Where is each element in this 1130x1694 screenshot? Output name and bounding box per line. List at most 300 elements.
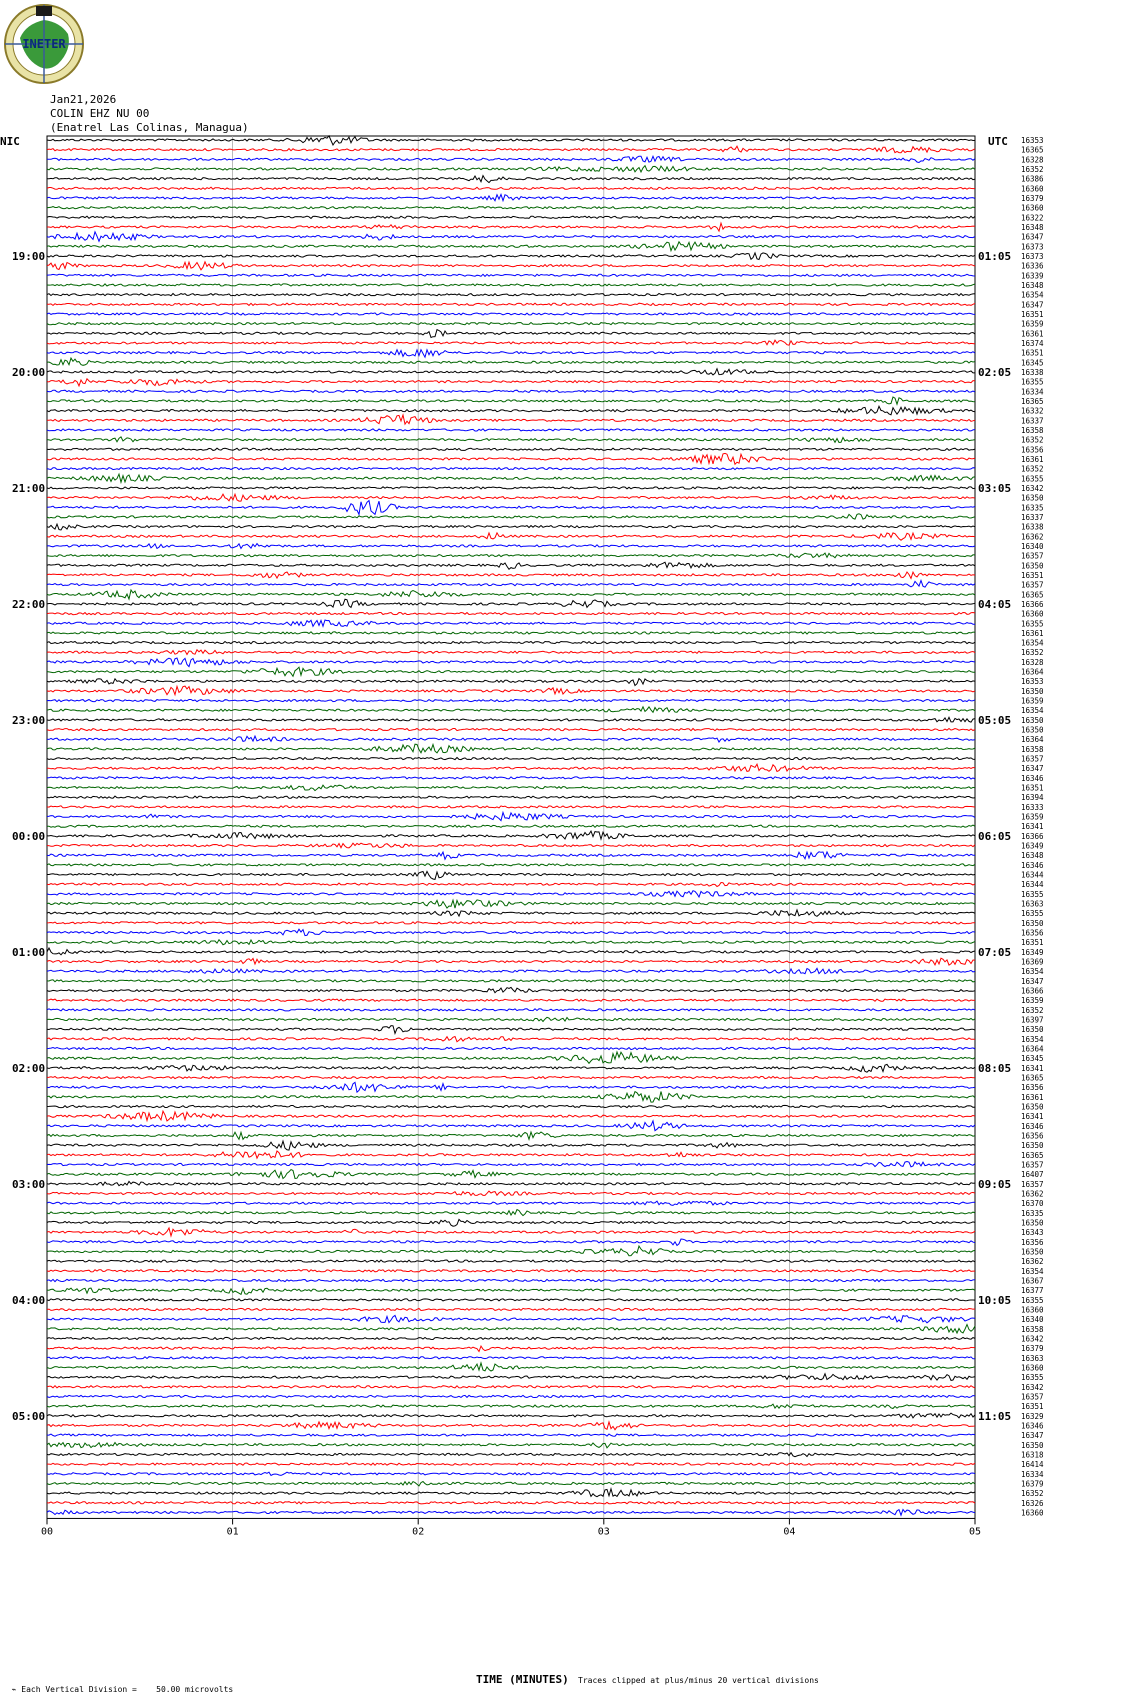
- footer-mark: ⌁: [11, 1685, 22, 1694]
- trace-offset-label: 16360: [1021, 1508, 1044, 1518]
- trace-line: [47, 1374, 975, 1381]
- x-tick-label: 00: [40, 1526, 54, 1538]
- header-location: (Enatrel Las Colinas, Managua): [50, 121, 249, 134]
- trace-line: [47, 1239, 975, 1246]
- trace-line: [47, 910, 975, 916]
- left-hour-label: 19:00: [12, 249, 46, 263]
- nic-label: NIC: [0, 135, 20, 148]
- trace-line: [47, 796, 975, 798]
- trace-offset-label: 16352: [1021, 164, 1044, 174]
- trace-offset-label: 16357: [1021, 1179, 1044, 1189]
- right-hour-label: 09:05: [978, 1177, 1012, 1191]
- trace-offset-label: 16335: [1021, 503, 1044, 513]
- trace-line: [47, 707, 975, 713]
- trace-offset-label: 16351: [1021, 570, 1044, 580]
- trace-offset-label: 16347: [1021, 300, 1044, 310]
- trace-offset-label: 16351: [1021, 938, 1044, 948]
- trace-offset-label: 16347: [1021, 232, 1044, 242]
- trace-offset-label: 16350: [1021, 918, 1044, 928]
- header-date: Jan21,2026: [50, 93, 117, 106]
- trace-line: [47, 883, 975, 887]
- trace-offset-label: 16341: [1021, 822, 1044, 832]
- trace-line: [47, 1170, 975, 1179]
- trace-line: [47, 764, 975, 771]
- trace-line: [47, 613, 975, 615]
- trace-offset-label: 16360: [1021, 1305, 1044, 1315]
- trace-offset-label: 16357: [1021, 580, 1044, 590]
- trace-offset-label: 16329: [1021, 1411, 1044, 1421]
- trace-offset-label: 16361: [1021, 329, 1044, 339]
- trace-offset-label: 16363: [1021, 1353, 1044, 1363]
- trace-offset-label: 16379: [1021, 1344, 1044, 1354]
- trace-line: [47, 729, 975, 731]
- trace-offset-label: 16355: [1021, 474, 1044, 484]
- right-hour-label: 04:05: [978, 597, 1012, 611]
- trace-line: [47, 1422, 975, 1430]
- trace-offset-label: 16397: [1021, 1015, 1044, 1025]
- trace-line: [47, 744, 975, 753]
- trace-offset-label: 16340: [1021, 541, 1044, 551]
- trace-offset-label: 16379: [1021, 193, 1044, 203]
- trace-offset-label: 16352: [1021, 464, 1044, 474]
- left-hour-label: 00:00: [12, 829, 46, 843]
- trace-line: [47, 232, 975, 242]
- trace-line: [47, 1132, 975, 1139]
- right-hour-label: 06:05: [978, 829, 1012, 843]
- trace-offset-label: 16342: [1021, 483, 1044, 493]
- trace-line: [47, 437, 975, 443]
- trace-offset-label: 16343: [1021, 1228, 1044, 1238]
- trace-line: [47, 358, 975, 365]
- trace-line: [47, 156, 975, 162]
- trace-line: [47, 294, 975, 296]
- trace-offset-label: 16359: [1021, 319, 1044, 329]
- trace-line: [47, 494, 975, 501]
- trace-offset-label: 16365: [1021, 590, 1044, 600]
- x-tick-label: 02: [412, 1526, 425, 1538]
- trace-offset-label: 16357: [1021, 551, 1044, 561]
- trace-line: [47, 806, 975, 808]
- trace-line: [47, 474, 975, 482]
- right-hour-label: 01:05: [978, 249, 1012, 263]
- trace-offset-label: 16350: [1021, 1247, 1044, 1257]
- trace-offset-label: 16369: [1021, 957, 1044, 967]
- trace-line: [47, 1017, 975, 1021]
- trace-line: [47, 642, 975, 644]
- trace-line: [47, 1357, 975, 1359]
- trace-offset-label: 16346: [1021, 773, 1044, 783]
- trace-offset-label: 16345: [1021, 358, 1044, 368]
- trace-line: [47, 599, 975, 607]
- trace-offset-label: 16335: [1021, 1208, 1044, 1218]
- trace-offset-label: 16346: [1021, 1121, 1044, 1131]
- trace-line: [47, 553, 975, 558]
- trace-offset-label: 16379: [1021, 1479, 1044, 1489]
- trace-offset-label: 16355: [1021, 619, 1044, 629]
- trace-offset-label: 16346: [1021, 860, 1044, 870]
- trace-line: [47, 453, 975, 464]
- trace-offset-label: 16350: [1021, 1102, 1044, 1112]
- trace-offset-label: 16351: [1021, 309, 1044, 319]
- trace-offset-label: 16356: [1021, 1083, 1044, 1093]
- trace-offset-label: 16348: [1021, 222, 1044, 232]
- trace-offset-label: 16333: [1021, 802, 1044, 812]
- x-tick-label: 03: [597, 1526, 610, 1538]
- right-hour-label: 10:05: [978, 1293, 1012, 1307]
- trace-line: [47, 1181, 975, 1185]
- trace-line: [47, 590, 975, 599]
- trace-line: [47, 223, 975, 231]
- trace-line: [47, 813, 975, 821]
- trace-line: [47, 1395, 975, 1397]
- trace-line: [47, 900, 975, 908]
- trace-line: [47, 274, 975, 276]
- left-hour-label: 21:00: [12, 481, 46, 495]
- trace-line: [47, 831, 975, 839]
- trace-line: [47, 843, 975, 848]
- trace-line: [47, 679, 975, 686]
- trace-offset-label: 16348: [1021, 280, 1044, 290]
- trace-offset-label: 16350: [1021, 686, 1044, 696]
- trace-line: [47, 929, 975, 935]
- trace-offset-label: 16366: [1021, 599, 1044, 609]
- trace-line: [47, 194, 975, 200]
- trace-line: [47, 533, 975, 540]
- trace-line: [47, 369, 975, 375]
- trace-line: [47, 1111, 975, 1121]
- trace-line: [47, 948, 975, 955]
- trace-line: [47, 736, 975, 742]
- trace-offset-label: 16349: [1021, 841, 1044, 851]
- trace-offset-label: 16347: [1021, 1431, 1044, 1441]
- trace-line: [47, 572, 975, 578]
- trace-offset-label: 16353: [1021, 136, 1044, 145]
- trace-line: [47, 468, 975, 470]
- trace-line: [47, 406, 975, 415]
- trace-line: [47, 501, 975, 515]
- trace-offset-label: 16358: [1021, 744, 1044, 754]
- trace-line: [47, 1260, 975, 1262]
- trace-line: [47, 544, 975, 549]
- trace-line: [47, 176, 975, 183]
- footer-scale: [2, 1676, 233, 1694]
- trace-offset-label: 16350: [1021, 1141, 1044, 1151]
- trace-line: [47, 284, 975, 286]
- footer-right: Traces clipped at plus/minus 20 vertical divisions: [578, 1676, 819, 1685]
- left-hour-label: 04:00: [12, 1293, 46, 1307]
- trace-line: [47, 852, 975, 859]
- trace-offset-label: 16370: [1021, 1199, 1044, 1209]
- trace-offset-label: 16351: [1021, 783, 1044, 793]
- trace-offset-label: 16365: [1021, 396, 1044, 406]
- trace-offset-label: 16377: [1021, 1286, 1044, 1296]
- trace-offset-label: 16364: [1021, 1044, 1044, 1054]
- trace-line: [47, 1162, 975, 1167]
- trace-line: [47, 207, 975, 209]
- trace-offset-label: 16366: [1021, 831, 1044, 841]
- trace-offset-label: 16350: [1021, 561, 1044, 571]
- trace-line: [47, 987, 975, 992]
- trace-offset-label: 16352: [1021, 648, 1044, 658]
- trace-offset-label: 16356: [1021, 445, 1044, 455]
- trace-offset-label: 16363: [1021, 899, 1044, 909]
- trace-line: [47, 777, 975, 779]
- trace-line: [47, 448, 975, 450]
- trace-line: [47, 1210, 975, 1216]
- trace-line: [47, 632, 975, 634]
- trace-line: [47, 1346, 975, 1351]
- trace-line: [47, 1052, 975, 1063]
- trace-offset-label: 16361: [1021, 454, 1044, 464]
- trace-line: [47, 1472, 975, 1475]
- left-hour-label: 01:00: [12, 945, 46, 959]
- trace-line: [47, 1413, 975, 1418]
- trace-line: [47, 1453, 975, 1457]
- trace-offset-label: 16357: [1021, 1392, 1044, 1402]
- trace-offset-label: 16358: [1021, 1324, 1044, 1334]
- trace-line: [47, 1201, 975, 1205]
- trace-offset-label: 16359: [1021, 996, 1044, 1006]
- trace-line: [47, 1443, 975, 1448]
- trace-offset-label: 16355: [1021, 1373, 1044, 1383]
- trace-line: [47, 242, 975, 251]
- trace-line: [47, 785, 975, 790]
- trace-line: [47, 1363, 975, 1371]
- trace-line: [47, 1482, 975, 1486]
- trace-offset-label: 16351: [1021, 1402, 1044, 1412]
- trace-line: [47, 620, 975, 626]
- trace-line: [47, 487, 975, 489]
- trace-offset-label: 16348: [1021, 851, 1044, 861]
- trace-line: [47, 922, 975, 924]
- trace-line: [47, 323, 975, 325]
- trace-offset-label: 16344: [1021, 880, 1044, 890]
- trace-offset-label: 16354: [1021, 290, 1044, 300]
- trace-offset-label: 16360: [1021, 609, 1044, 619]
- trace-line: [47, 686, 975, 695]
- trace-offset-label: 16355: [1021, 1295, 1044, 1305]
- trace-line: [47, 1151, 975, 1158]
- trace-offset-label: 16350: [1021, 1025, 1044, 1035]
- trace-line: [47, 1121, 975, 1131]
- trace-offset-label: 16354: [1021, 1034, 1044, 1044]
- trace-line: [47, 700, 975, 702]
- trace-line: [47, 415, 975, 424]
- trace-offset-label: 16338: [1021, 522, 1044, 532]
- trace-line: [47, 871, 975, 879]
- trace-line: [47, 1270, 975, 1272]
- trace-offset-label: 16326: [1021, 1498, 1044, 1508]
- trace-line: [47, 1026, 975, 1034]
- trace-line: [47, 1489, 975, 1497]
- x-tick-label: 01: [226, 1526, 239, 1538]
- trace-line: [47, 1009, 975, 1011]
- trace-line: [47, 1502, 975, 1504]
- trace-line: [47, 350, 975, 358]
- trace-line: [47, 136, 975, 145]
- trace-line: [47, 1082, 975, 1092]
- trace-offset-label: 16414: [1021, 1460, 1044, 1470]
- trace-offset-label: 16342: [1021, 1334, 1044, 1344]
- trace-line: [47, 1105, 975, 1107]
- trace-offset-label: 16352: [1021, 435, 1044, 445]
- trace-line: [47, 958, 975, 965]
- trace-offset-label: 16386: [1021, 174, 1044, 184]
- trace-offset-label: 16355: [1021, 377, 1044, 387]
- trace-offset-label: 16365: [1021, 1150, 1044, 1160]
- trace-offset-label: 16354: [1021, 1266, 1044, 1276]
- trace-line: [47, 980, 975, 982]
- trace-offset-label: 16318: [1021, 1450, 1044, 1460]
- left-hour-label: 03:00: [12, 1177, 46, 1191]
- trace-line: [47, 999, 975, 1001]
- trace-offset-label: 16349: [1021, 947, 1044, 957]
- trace-line: [47, 1299, 975, 1301]
- header-channel: COLIN EHZ NU 00: [50, 107, 150, 120]
- trace-offset-label: 16342: [1021, 1382, 1044, 1392]
- trace-line: [47, 303, 975, 305]
- trace-offset-label: 16354: [1021, 706, 1044, 716]
- trace-offset-label: 16364: [1021, 735, 1044, 745]
- left-hour-label: 22:00: [12, 597, 46, 611]
- trace-line: [47, 1092, 975, 1103]
- trace-line: [47, 1308, 975, 1310]
- trace-offset-label: 16360: [1021, 1363, 1044, 1373]
- x-tick-label: 04: [783, 1526, 796, 1538]
- trace-offset-label: 16361: [1021, 1092, 1044, 1102]
- trace-line: [47, 1191, 975, 1195]
- trace-offset-label: 16356: [1021, 928, 1044, 938]
- trace-offset-label: 16354: [1021, 967, 1044, 977]
- trace-line: [47, 940, 975, 945]
- trace-offset-label: 16332: [1021, 406, 1044, 416]
- trace-line: [47, 1288, 975, 1294]
- trace-line: [47, 340, 975, 345]
- trace-offset-label: 16360: [1021, 184, 1044, 194]
- trace-offset-label: 16359: [1021, 812, 1044, 822]
- trace-offset-label: 16364: [1021, 667, 1044, 677]
- trace-line: [47, 1434, 975, 1436]
- right-hour-label: 02:05: [978, 365, 1012, 379]
- trace-offset-label: 16358: [1021, 425, 1044, 435]
- logo-text: INETER: [22, 37, 66, 51]
- trace-line: [47, 187, 975, 189]
- trace-line: [47, 1064, 975, 1072]
- trace-offset-label: 16337: [1021, 416, 1044, 426]
- trace-line: [47, 216, 975, 218]
- trace-line: [47, 514, 975, 519]
- trace-line: [47, 1047, 975, 1049]
- right-hour-label: 07:05: [978, 945, 1012, 959]
- right-hour-label: 05:05: [978, 713, 1012, 727]
- trace-offset-label: 16322: [1021, 213, 1044, 223]
- trace-line: [47, 1510, 975, 1516]
- trace-line: [47, 1246, 975, 1256]
- trace-line: [47, 658, 975, 667]
- trace-offset-label: 16362: [1021, 532, 1044, 542]
- trace-line: [47, 1228, 975, 1236]
- trace-line: [47, 1141, 975, 1150]
- trace-offset-label: 16359: [1021, 696, 1044, 706]
- trace-line: [47, 717, 975, 722]
- trace-offset-label: 16345: [1021, 1054, 1044, 1064]
- trace-offset-label: 16362: [1021, 1257, 1044, 1267]
- trace-line: [47, 1404, 975, 1408]
- x-axis-title: TIME (MINUTES): [476, 1673, 569, 1686]
- left-hour-label: 20:00: [12, 365, 46, 379]
- trace-line: [47, 379, 975, 386]
- trace-offset-label: 16373: [1021, 251, 1044, 261]
- left-hour-label: 02:00: [12, 1061, 46, 1075]
- trace-offset-label: 16337: [1021, 512, 1044, 522]
- trace-offset-label: 16367: [1021, 1276, 1044, 1286]
- trace-offset-label: 16334: [1021, 387, 1044, 397]
- trace-offset-label: 16356: [1021, 1131, 1044, 1141]
- trace-offset-label: 16360: [1021, 203, 1044, 213]
- trace-offset-label: 16357: [1021, 754, 1044, 764]
- trace-offset-label: 16347: [1021, 764, 1044, 774]
- trace-offset-label: 16352: [1021, 1005, 1044, 1015]
- trace-line: [47, 1076, 975, 1078]
- trace-line: [47, 1463, 975, 1465]
- x-tick-label: 05: [968, 1526, 982, 1538]
- trace-offset-label: 16351: [1021, 348, 1044, 358]
- trace-offset-label: 16373: [1021, 242, 1044, 252]
- trace-offset-label: 16341: [1021, 1063, 1044, 1073]
- trace-line: [47, 968, 975, 973]
- trace-offset-label: 16353: [1021, 677, 1044, 687]
- trace-line: [47, 864, 975, 866]
- trace-line: [47, 330, 975, 338]
- trace-offset-label: 16355: [1021, 909, 1044, 919]
- trace-offset-label: 16365: [1021, 1073, 1044, 1083]
- trace-line: [47, 146, 975, 153]
- trace-line: [47, 1325, 975, 1334]
- trace-offset-label: 16350: [1021, 725, 1044, 735]
- trace-line: [47, 166, 975, 172]
- trace-line: [47, 1279, 975, 1281]
- trace-offset-label: 16374: [1021, 338, 1044, 348]
- trace-offset-label: 16346: [1021, 1421, 1044, 1431]
- trace-line: [47, 253, 975, 260]
- trace-line: [47, 1315, 975, 1322]
- trace-line: [47, 891, 975, 897]
- trace-offset-label: 16328: [1021, 657, 1044, 667]
- trace-offset-label: 16350: [1021, 1440, 1044, 1450]
- trace-offset-label: 16357: [1021, 1160, 1044, 1170]
- right-hour-label: 08:05: [978, 1061, 1012, 1075]
- trace-line: [47, 581, 975, 588]
- trace-line: [47, 1386, 975, 1388]
- trace-offset-label: 16344: [1021, 870, 1044, 880]
- left-hour-label: 05:00: [12, 1409, 46, 1423]
- trace-offset-label: 16407: [1021, 1170, 1044, 1180]
- trace-offset-label: 16341: [1021, 1112, 1044, 1122]
- trace-offset-label: 16394: [1021, 793, 1044, 803]
- trace-line: [47, 650, 975, 655]
- trace-line: [47, 429, 975, 431]
- trace-line: [47, 1219, 975, 1226]
- trace-offset-label: 16355: [1021, 889, 1044, 899]
- left-hour-label: 23:00: [12, 713, 46, 727]
- trace-offset-label: 16362: [1021, 1189, 1044, 1199]
- trace-offset-label: 16365: [1021, 145, 1044, 155]
- trace-line: [47, 1337, 975, 1339]
- trace-offset-label: 16361: [1021, 628, 1044, 638]
- trace-offset-label: 16354: [1021, 638, 1044, 648]
- trace-line: [47, 397, 975, 404]
- trace-offset-label: 16336: [1021, 261, 1044, 271]
